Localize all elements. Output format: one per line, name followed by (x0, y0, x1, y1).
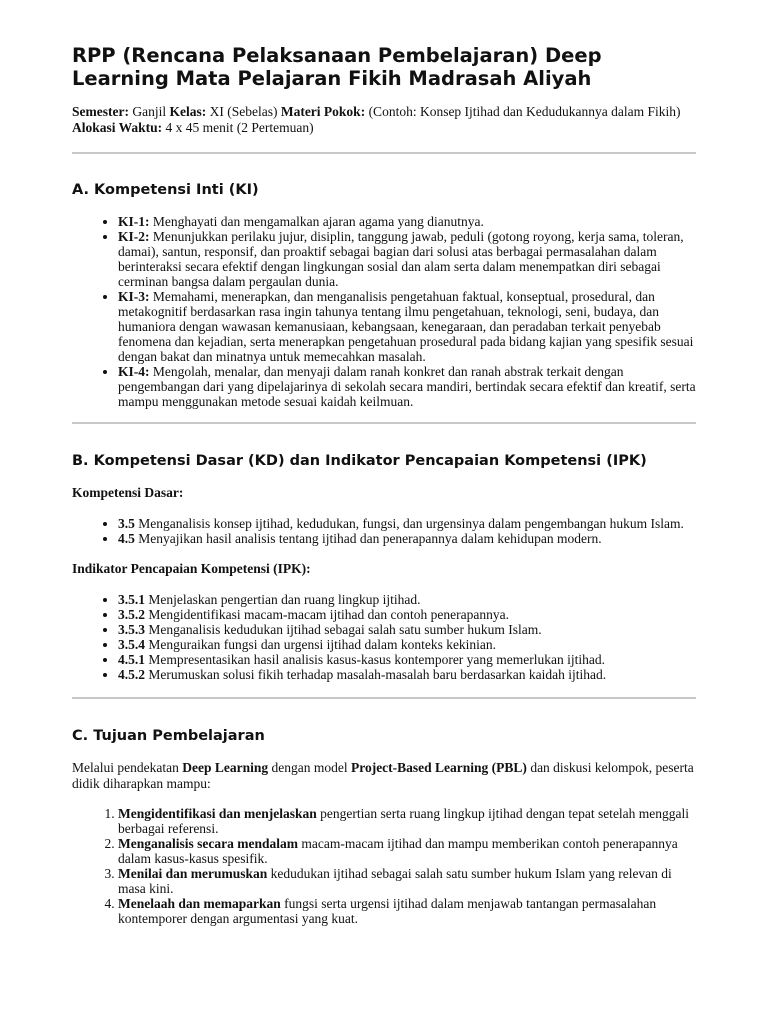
divider (72, 422, 696, 424)
ipk-text: Menguraikan fungsi dan urgensi ijtihad dalam konteks kekinian. (145, 637, 497, 652)
ki-text: Mengolah, menalar, dan menyaji dalam ranah konkret dan ranah abstrak terkait dengan pengembangan dari yang dipelajarinya di sekolah secara mandiri, bertindak secara efektif dan kreatif, serta mampu menggunakan metode sesuai kaidah keilmuan. (118, 364, 696, 409)
list-item (118, 866, 696, 896)
list-item (118, 592, 696, 607)
alokasi-label: Alokasi Waktu: (72, 120, 163, 135)
intro-bold: Deep Learning (182, 760, 269, 775)
list-item (118, 836, 696, 866)
ipk-code: 3.5.3 (118, 622, 145, 637)
ipk-text: Mempresentasikan hasil analisis kasus-kasus kontemporer yang memerlukan ijtihad. (145, 652, 606, 667)
list-item (118, 896, 696, 926)
list-item (118, 652, 696, 667)
materi-label: Materi Pokok: (280, 104, 366, 119)
ki-text: Memahami, menerapkan, dan menganalisis pengetahuan faktual, konseptual, prosedural, dan metakognitif berdasarkan rasa ingin tahunya tentang ilmu pengetahuan, teknologi, seni, budaya, dan humaniora dengan wawasan kemanusiaan, kebangsaan, kenegaraan, dan peradaban terkait penyebab fenomena dan kejadian, serta menerapkan pengetahuan prosedural pada bidang kajian yang spesifik sesuai dengan bakat dan minatnya untuk memecahkan masalah. (118, 289, 694, 364)
ipk-code: 3.5.2 (118, 607, 145, 622)
list-item (118, 531, 696, 546)
ipk-text: Merumuskan solusi fikih terhadap masalah-masalah baru berdasarkan kaidah ijtihad. (145, 667, 607, 682)
semester-value: Ganjil (128, 104, 170, 119)
ki-code: KI-1: (118, 214, 150, 229)
tujuan-intro (72, 760, 696, 791)
alokasi-value: 4 x 45 menit (2 Pertemuan) (162, 120, 314, 135)
kd-code: 4.5 (118, 531, 135, 546)
ipk-heading: Indikator Pencapaian Kompetensi (IPK): (72, 561, 311, 576)
tujuan-bold: Menilai dan merumuskan (118, 866, 268, 881)
section-a-heading: A. Kompetensi Inti (KI) (72, 182, 259, 198)
list-item (118, 637, 696, 652)
ipk-code: 3.5.4 (118, 637, 145, 652)
ipk-list (72, 592, 696, 682)
kd-text: Menganalisis konsep ijtihad, kedudukan, fungsi, dan urgensinya dalam pengembangan hukum Islam. (134, 516, 684, 531)
kd-list (72, 516, 696, 546)
kd-code: 3.5 (118, 516, 135, 531)
tujuan-bold: Menelaah dan memaparkan (118, 896, 281, 911)
semester-label: Semester: (72, 104, 129, 119)
list-item (118, 516, 696, 531)
ipk-text: Mengidentifikasi macam-macam ijtihad dan contoh penerapannya. (145, 607, 509, 622)
section-b-heading: B. Kompetensi Dasar (KD) dan Indikator Pencapaian Kompetensi (IPK) (72, 453, 647, 469)
tujuan-bold: Mengidentifikasi dan menjelaskan (118, 806, 317, 821)
intro-bold: Project-Based Learning (PBL) (350, 760, 527, 775)
ki-code: KI-4: (118, 364, 150, 379)
ipk-code: 3.5.1 (118, 592, 145, 607)
divider (72, 697, 696, 699)
ki-list (72, 214, 696, 409)
kelas-label: Kelas: (169, 104, 207, 119)
list-item (118, 289, 696, 364)
materi-value: (Contoh: Konsep Ijtihad dan Kedudukannya dalam Fikih) (365, 104, 681, 119)
section-c-heading: C. Tujuan Pembelajaran (72, 728, 265, 744)
list-item (118, 364, 696, 409)
tujuan-text: kedudukan ijtihad sebagai salah satu sumber hukum Islam yang relevan di masa kini. (118, 866, 672, 896)
list-item (118, 806, 696, 836)
intro-text: dengan model (268, 760, 351, 775)
divider (72, 152, 696, 154)
ki-text: Menunjukkan perilaku jujur, disiplin, tanggung jawab, peduli (gotong royong, kerja sama, toleran, damai), santun, responsif, dan proaktif sebagai bagian dari solusi atas berbagai permasalahan dalam berinteraksi secara efektif dengan lingkungan sosial dan alam serta dalam menempatkan diri sebagai cerminan bangsa dalam pergaulan dunia. (118, 229, 684, 289)
list-item (118, 214, 696, 229)
intro-text: Melalui pendekatan (72, 760, 183, 775)
kd-text: Menyajikan hasil analisis tentang ijtihad dan penerapannya dalam kehidupan modern. (134, 531, 602, 546)
kelas-value: XI (Sebelas) (206, 104, 281, 119)
list-item (118, 607, 696, 622)
ki-code: KI-2: (118, 229, 150, 244)
page-title: RPP (Rencana Pelaksanaan Pembelajaran) Deep Learning Mata Pelajaran Fikih Madrasah Aliyah (72, 44, 602, 90)
tujuan-text: fungsi serta urgensi ijtihad dalam menjawab tantangan permasalahan kontemporer dengan argumentasi yang kuat. (118, 896, 657, 926)
ipk-text: Menjelaskan pengertian dan ruang lingkup ijtihad. (145, 592, 421, 607)
ipk-text: Menganalisis kedudukan ijtihad sebagai salah satu sumber hukum Islam. (145, 622, 542, 637)
list-item (118, 622, 696, 637)
list-item (118, 229, 696, 289)
ki-text: Menghayati dan mengamalkan ajaran agama yang dianutnya. (149, 214, 484, 229)
kd-heading: Kompetensi Dasar: (72, 485, 184, 500)
ipk-code: 4.5.2 (118, 667, 145, 682)
intro-text: dan diskusi kelompok, peserta didik diharapkan mampu: (72, 760, 694, 791)
document-meta (72, 104, 696, 136)
list-item (118, 667, 696, 682)
ipk-code: 4.5.1 (118, 652, 145, 667)
tujuan-text: macam-macam ijtihad dan mampu memberikan contoh penerapannya dalam kasus-kasus spesifik. (118, 836, 678, 866)
ki-code: KI-3: (118, 289, 150, 304)
tujuan-text: pengertian serta ruang lingkup ijtihad dengan tepat setelah menggali berbagai referensi. (118, 806, 690, 836)
tujuan-list (72, 806, 696, 926)
tujuan-bold: Menganalisis secara mendalam (118, 836, 298, 851)
